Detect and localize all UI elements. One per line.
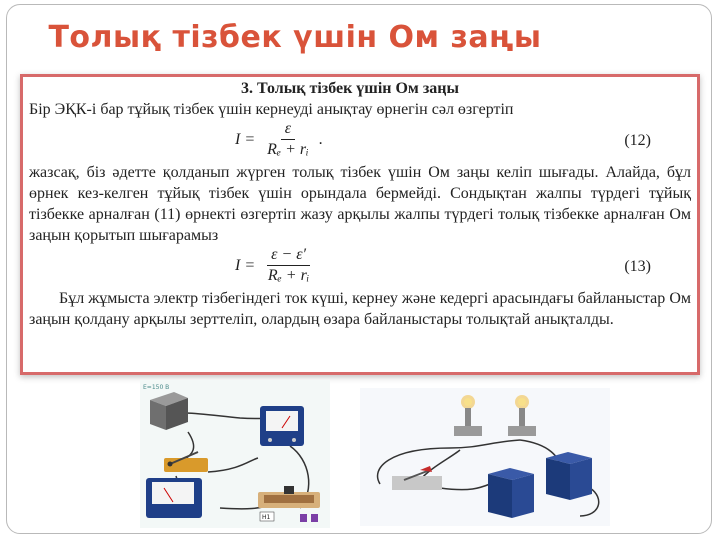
lamp-icon (454, 395, 482, 436)
photo1-label-bottom: H1 (262, 514, 271, 521)
ammeter-icon (146, 478, 202, 518)
photo1-label-top: E=150 В (143, 384, 170, 391)
circuit-illustration-2 (360, 388, 610, 526)
paragraph-intro: Бір ЭҚК-і бар тұйық тізбек үшін кернеуді анықтау өрнегін сәл өзгертіп (29, 101, 514, 118)
lamp-icon (508, 395, 536, 436)
battery-icon (546, 452, 592, 500)
battery-icon (150, 392, 188, 430)
formula-13-lhs: I = (235, 257, 256, 274)
formula-13 (29, 246, 691, 288)
section-heading: 3. Толық тізбек үшін Ом заңы (241, 80, 459, 97)
battery-icon (488, 468, 534, 518)
formula-13-number: (13) (624, 258, 651, 275)
rheostat-icon (258, 486, 320, 521)
formula-12-number: (12) (624, 132, 651, 149)
text-box (20, 74, 700, 375)
formula-12-numerator: ε (281, 120, 295, 140)
switch-icon (392, 466, 442, 490)
formula-12-lhs: I = (235, 131, 256, 148)
formula-13-numerator: ε − ε′ (267, 246, 310, 266)
switch-icon (164, 452, 208, 472)
paragraph-middle: жазсақ, біз әдетте қолданып жүрген толық тізбек үшін Ом заңы келіп шығады. Алайда, бұл өрнек кез-келген тұйық тізбек үшін орындала бермейді. Сондықтан жалпы түрдегі тұйық тізбекке арналған (11) өрнекті өзгертіп жазу арқылы жалпы түрдегі толық тізбекке арналған Ом заңын қорытып шығарамыз (29, 164, 691, 244)
voltmeter-icon (260, 406, 304, 446)
formula-12-tail: . (318, 131, 323, 148)
slide-title: Толық тізбек үшін Ом заңы (48, 20, 542, 55)
circuit-illustration-1 (140, 380, 330, 528)
paragraph-final: Бұл жұмыста электр тізбегіндегі ток күші, кернеу және кедергі арасындағы байланыстар Ом заңын қолдану арқылы зерттеліп, олардың өзара байланыстары толықтай анықталды. (29, 290, 691, 328)
indicator-square-icon (300, 514, 307, 522)
formula-12-denominator: Rₑ + rᵢ (267, 141, 309, 158)
formula-12 (29, 120, 691, 162)
indicator-square-icon (311, 514, 318, 522)
formula-13-denominator: Rₑ + rᵢ (267, 267, 310, 284)
